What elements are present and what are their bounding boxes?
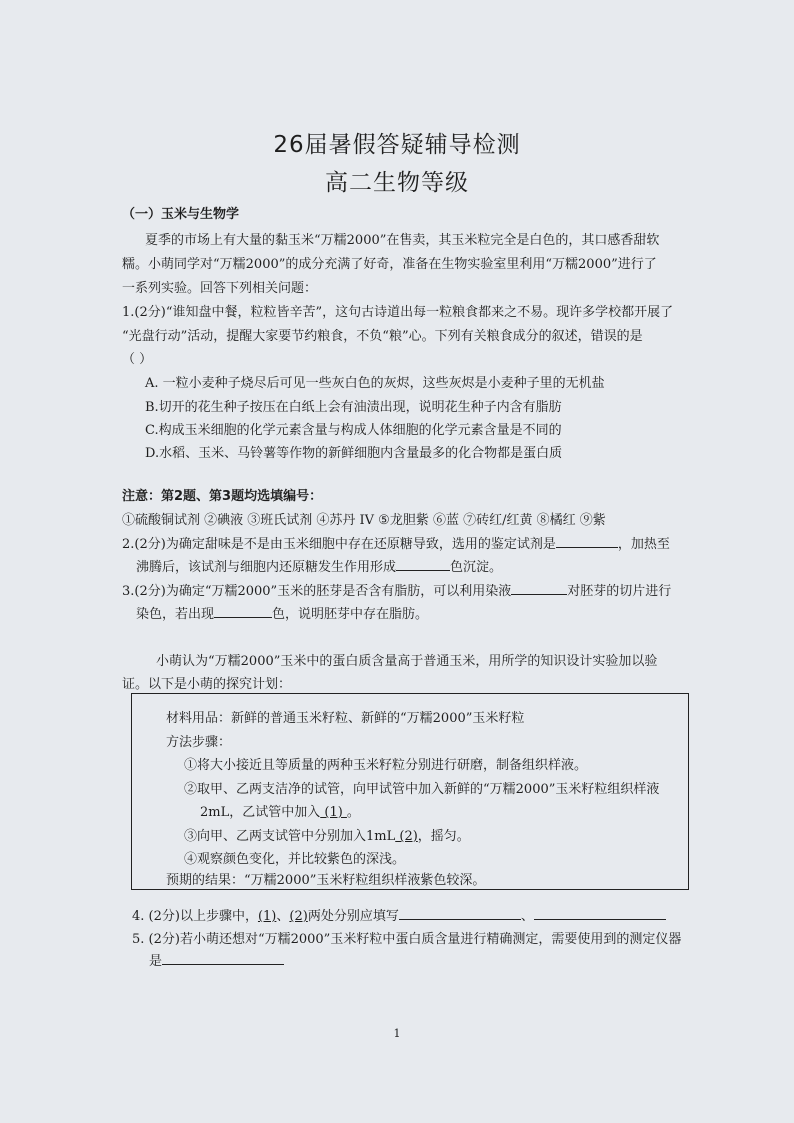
question-4-mark-2: (2) [289,909,308,924]
question-3-text-c: 染色，若出现 [136,607,215,622]
question-2-line-2 [136,556,502,575]
page-number: 1 [393,1027,401,1040]
question-5-line-1: 5. (2分)若小萌还想对“万糯2000”玉米籽粒中蛋白质含量进行精确测定，需要使用到的测定仪器 [132,932,682,947]
question-2-text-a: 2.(2分)为确定甜味是不是由玉米细胞中存在还原糖导致，选用的鉴定试剂是 [122,537,556,552]
plan-materials: 材料用品：新鲜的普通玉米籽粒、新鲜的“万糯2000”玉米籽粒 [166,711,525,726]
page-subtitle: 高二生物等级 [325,170,469,196]
plan-step-3 [184,825,470,844]
question-1-answer-bracket: （ ） [122,352,153,367]
section-heading: （一）玉米与生物学 [122,207,240,222]
question-2-line-1 [122,533,670,552]
intro-line-3: 一系列实验。回答下列相关问题： [122,281,318,296]
question-5-text: 是 [149,954,163,969]
plan-intro-line-1: 小萌认为“万糯2000”玉米中的蛋白质含量高于普通玉米，用所学的知识设计实验加以验 [156,654,658,669]
question-4-mark-1: (1) [257,909,277,924]
question-1-option-b: B.切开的花生种子按压在白纸上会有油渍出现，说明花生种子内含有脂肪 [145,400,562,415]
question-3-text-d: 色，说明胚芽中存在脂肪。 [272,607,429,622]
plan-step-2-end: 。 [346,805,360,820]
question-1-line-2: “光盘行动”活动，提醒大家要节约粮食，不负“粮”心。下列有关粮食成分的叙述，错误的是 [122,329,643,344]
question-3-text-a: 3.(2分)为确定“万糯2000”玉米的胚芽是否含有脂肪，可以利用染液 [122,584,512,599]
plan-step-2-line-1: ②取甲、乙两支洁净的试管，向甲试管中加入新鲜的“万糯2000”玉米籽粒组织样液 [184,782,660,797]
blank-marker-1: (1) [320,805,347,820]
question-2-text-c: 沸腾后，该试剂与细胞内还原糖发生作用形成 [136,560,397,575]
plan-step-3-end: ，摇匀。 [417,829,470,844]
plan-step-2-line-2 [200,801,360,820]
question-2-blank-1[interactable] [556,535,618,548]
question-1-line-1: 1.(2分)“谁知盘中餐，粒粒皆辛苦”，这句古诗道出每一粒粮食都来之不易。现许多学校都开展了 [122,305,674,320]
question-3-text-b: 对胚芽的切片进行 [567,584,672,599]
question-1-option-c: C.构成玉米细胞的化学元素含量与构成人体细胞的化学元素含量是不同的 [145,423,562,438]
plan-step-1: ①将大小接近且等质量的两种玉米籽粒分别进行研磨，制备组织样液。 [184,758,588,773]
question-5-line-2 [149,950,284,969]
question-1-option-a: A. 一粒小麦种子烧尽后可见一些灰白色的灰烬，这些灰烬是小麦种子里的无机盐 [145,376,605,391]
intro-line-2: 糯。小萌同学对“万糯2000”的成分充满了好奇，准备在生物实验室里利用“万糯2000”进行了 [122,257,657,272]
question-1-option-d: D.水稻、玉米、马铃薯等作物的新鲜细胞内含量最多的化合物都是蛋白质 [145,446,563,461]
intro-line-1: 夏季的市场上有大量的黏玉米“万糯2000”在售卖，其玉米粒完全是白色的，其口感香甜软 [145,233,660,248]
question-3-line-2 [136,603,428,622]
question-5-blank[interactable] [162,952,284,965]
plan-step-3-text: ③向甲、乙两支试管中分别加入1mL [184,829,396,844]
plan-step-2-text: 2mL，乙试管中加入 [200,805,321,820]
question-4-text-c: 、 [520,909,534,924]
note-title: 注意：第2题、第3题均选填编号： [122,489,323,504]
page-title: 26届暑假答疑辅导检测 [273,132,521,158]
plan-intro-line-2: 证。以下是小萌的探究计划： [122,677,292,692]
question-3-blank-2[interactable] [214,605,272,618]
plan-method-heading: 方法步骤： [166,735,232,750]
blank-marker-2: (2) [395,829,418,844]
question-4-sep: 、 [276,909,290,924]
question-4-blank-2[interactable] [534,907,666,920]
question-2-text-b: ，加热至 [617,537,670,552]
question-3-line-1 [122,580,671,599]
question-2-blank-2[interactable] [396,558,450,571]
question-4-blank-1[interactable] [399,907,521,920]
note-options: ①硫酸铜试剂 ②碘液 ③班氏试剂 ④苏丹 IV ⑤龙胆紫 ⑥蓝 ⑦砖红/红黄 ⑧橘红 ⑨紫 [122,513,606,528]
plan-expected-result: 预期的结果：“万糯2000”玉米籽粒组织样液紫色较深。 [166,873,486,888]
question-4 [132,905,666,924]
plan-step-4: ④观察颜色变化，并比较紫色的深浅。 [184,852,406,867]
question-2-text-d: 色沉淀。 [450,560,503,575]
question-4-text-b: 两处分别应填写 [307,909,399,924]
question-4-text-a: 4. (2分)以上步骤中， [132,909,258,924]
question-3-blank-1[interactable] [511,582,567,595]
